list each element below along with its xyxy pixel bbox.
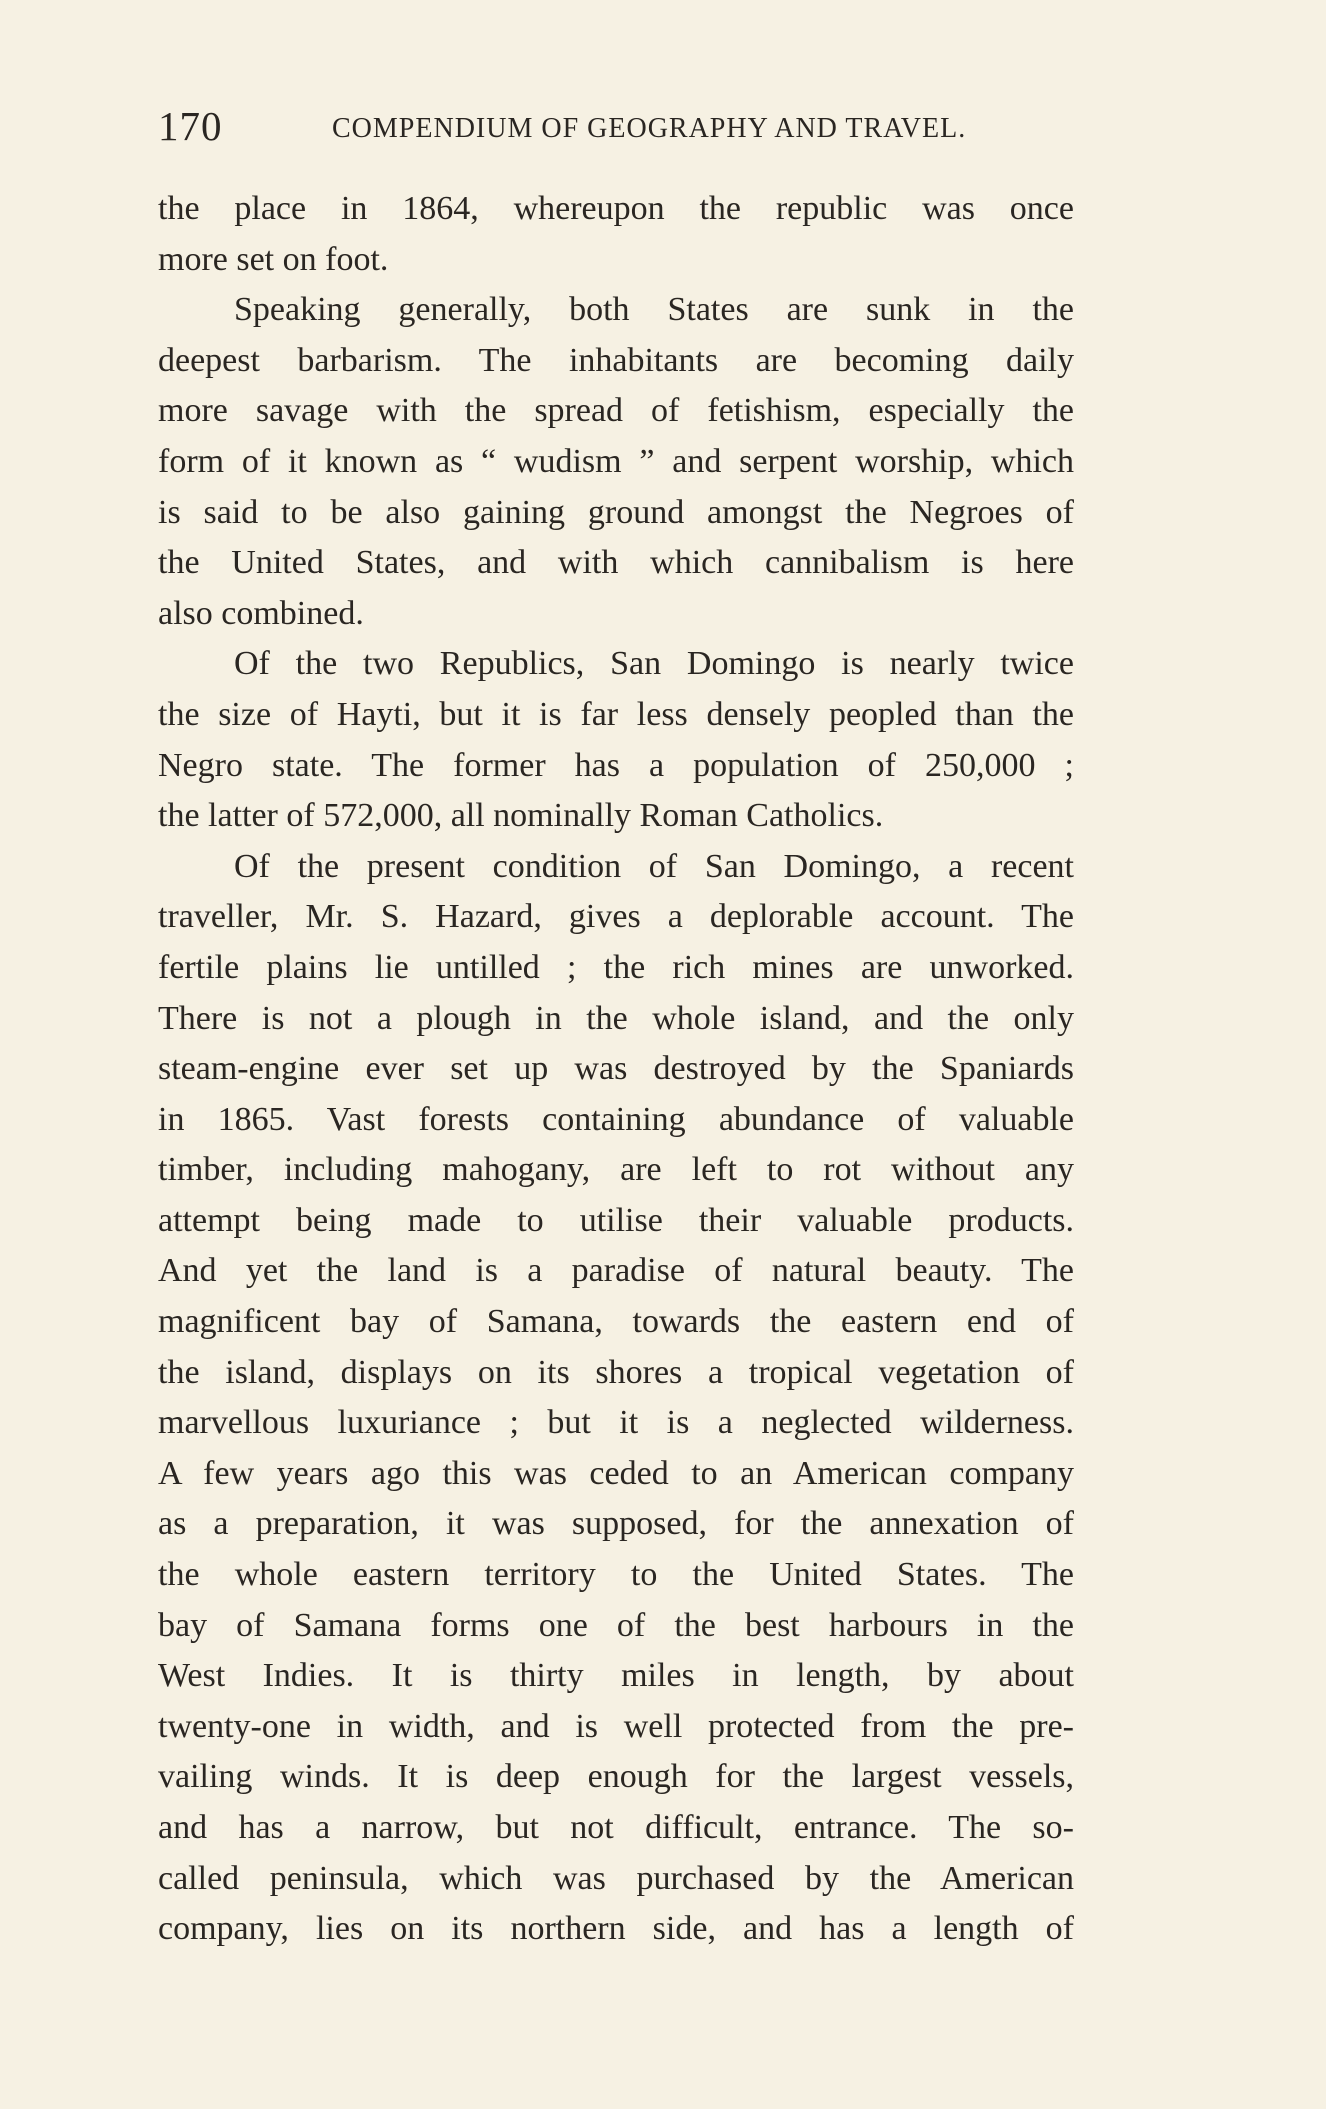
text-line: bay of Samana forms one of the best harbours in the	[158, 1606, 1074, 1644]
text-line: is said to be also gaining ground amongst the Negroes of	[158, 493, 1074, 531]
text-line: Of the present condition of San Domingo, a recent	[234, 847, 1074, 885]
text-line: the size of Hayti, but it is far less densely peopled than the	[158, 695, 1074, 733]
page-header	[158, 100, 1074, 152]
text-line: twenty-one in width, and is well protected from the pre-	[158, 1707, 1074, 1745]
text-line: more set on foot.	[158, 240, 389, 278]
text-line: company, lies on its northern side, and has a length of	[158, 1910, 1074, 1948]
text-line: Negro state. The former has a population of 250,000 ;	[158, 746, 1074, 784]
text-line: more savage with the spread of fetishism, especially the	[158, 392, 1074, 430]
text-line: magnificent bay of Samana, towards the eastern end of	[158, 1303, 1074, 1341]
body-text	[158, 184, 1074, 1955]
page-number: 170	[158, 103, 223, 149]
text-line: in 1865. Vast forests containing abundance of valuable	[158, 1100, 1074, 1138]
text-line: also combined.	[158, 594, 364, 632]
text-line: the place in 1864, whereupon the republic was once	[158, 190, 1074, 227]
text-line: deepest barbarism. The inhabitants are becoming daily	[158, 341, 1074, 379]
text-line: marvellous luxuriance ; but it is a neglected wilderness.	[158, 1404, 1074, 1442]
text-line: called peninsula, which was purchased by the American	[158, 1859, 1074, 1897]
text-line: form of it known as “ wudism ” and serpent worship, which	[158, 442, 1074, 480]
text-line: And yet the land is a paradise of natural beauty. The	[158, 1252, 1074, 1290]
text-line: Speaking generally, both States are sunk in the	[234, 291, 1074, 329]
text-line: the United States, and with which cannibalism is here	[158, 544, 1074, 582]
text-line: the whole eastern territory to the United States. The	[158, 1556, 1074, 1594]
text-line: and has a narrow, but not difficult, entrance. The so-	[158, 1809, 1074, 1846]
text-line: A few years ago this was ceded to an American company	[158, 1454, 1074, 1492]
text-line: as a preparation, it was supposed, for the annexation of	[158, 1505, 1074, 1543]
text-line: vailing winds. It is deep enough for the largest vessels,	[158, 1758, 1074, 1796]
running-head: COMPENDIUM OF GEOGRAPHY AND TRAVEL.	[332, 113, 967, 144]
text-line: timber, including mahogany, are left to rot without any	[158, 1151, 1074, 1189]
text-line: the island, displays on its shores a tropical vegetation of	[158, 1353, 1074, 1391]
text-line: Of the two Republics, San Domingo is nearly twice	[234, 645, 1074, 683]
text-line: the latter of 572,000, all nominally Roman Catholics.	[158, 797, 884, 835]
text-line: fertile plains lie untilled ; the rich mines are unworked.	[158, 948, 1074, 986]
text-line: There is not a plough in the whole island, and the only	[158, 999, 1074, 1037]
text-line: steam-engine ever set up was destroyed by the Spaniards	[158, 1050, 1074, 1088]
text-line: West Indies. It is thirty miles in length, by about	[158, 1657, 1074, 1695]
text-line: traveller, Mr. S. Hazard, gives a deplorable account. The	[158, 898, 1074, 936]
text-line: attempt being made to utilise their valuable products.	[158, 1201, 1074, 1239]
